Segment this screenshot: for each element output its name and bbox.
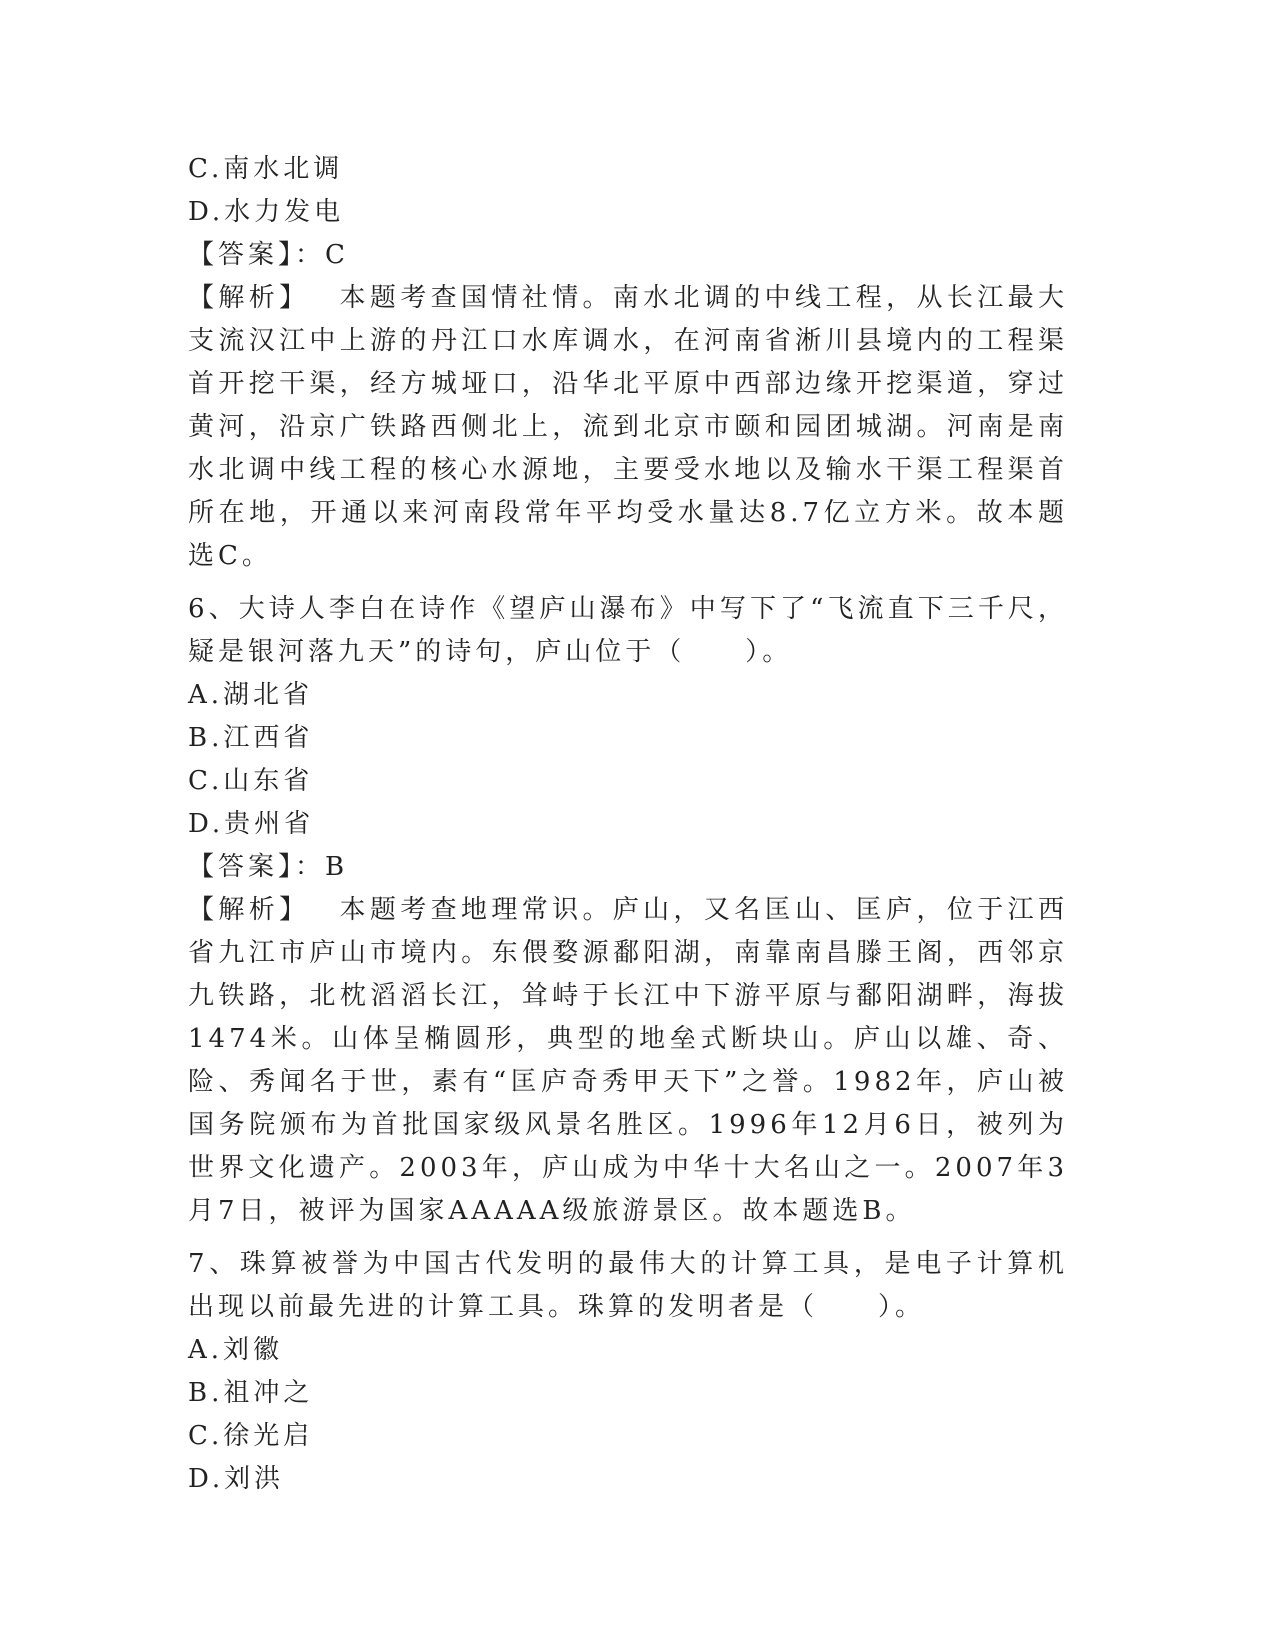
analysis-label: 【解析】: [188, 283, 310, 313]
option-a: A.湖北省: [188, 680, 314, 710]
question-7: [188, 1243, 1068, 1501]
option-d: D.水力发电: [188, 197, 345, 227]
document-page: [188, 148, 1068, 1501]
option-b: B.祖冲之: [188, 1378, 314, 1408]
analysis: [188, 277, 1068, 578]
option-c: C.山东省: [188, 766, 314, 796]
analysis-text: 本题考查地理常识。庐山，又名匡山、匡庐，位于江西省九江市庐山市境内。东偎婺源鄱阳湖，南靠南昌滕王阁，西邻京九铁路，北枕滔滔长江，耸峙于长江中下游平原与鄱阳湖畔，海拔1474米。山体呈椭圆形，典型的地垒式断块山。庐山以雄、奇、险、秀闻名于世，素有“匡庐奇秀甲天下”之誉。1982年，庐山被国务院颁布为首批国家级风景名胜区。1996年12月6日，被列为世界文化遗产。2003年，庐山成为中华十大名山之一。2007年3月7日，被评为国家AAAAA级旅游景区。故本题选B。: [188, 895, 1068, 1226]
question-stem: 7、珠算被誉为中国古代发明的最伟大的计算工具，是电子计算机出现以前最先进的计算工具。珠算的发明者是（ ）。: [188, 1249, 1068, 1322]
option-b: B.江西省: [188, 723, 314, 753]
answer: 【答案】：C: [188, 240, 349, 270]
answer: 【答案】：B: [188, 852, 349, 882]
option-c: C.徐光启: [188, 1421, 314, 1451]
analysis-label: 【解析】: [188, 895, 310, 925]
option-d: D.贵州省: [188, 809, 315, 839]
analysis: [188, 889, 1068, 1233]
option-d: D.刘洪: [188, 1464, 285, 1494]
question-stem: 6、大诗人李白在诗作《望庐山瀑布》中写下了“飞流直下三千尺，疑是银河落九天”的诗句，庐山位于（ ）。: [188, 594, 1068, 667]
option-a: A.刘徽: [188, 1335, 284, 1365]
option-c: C.南水北调: [188, 154, 344, 184]
question-5: [188, 148, 1068, 578]
question-6: [188, 588, 1068, 1233]
analysis-text: 本题考查国情社情。南水北调的中线工程，从长江最大支流汉江中上游的丹江口水库调水，在河南省淅川县境内的工程渠首开挖干渠，经方城垭口，沿华北平原中西部边缘开挖渠道，穿过黄河，沿京广铁路西侧北上，流到北京市颐和园团城湖。河南是南水北调中线工程的核心水源地，主要受水地以及输水干渠工程渠首所在地，开通以来河南段常年平均受水量达8.7亿立方米。故本题选C。: [188, 283, 1068, 571]
